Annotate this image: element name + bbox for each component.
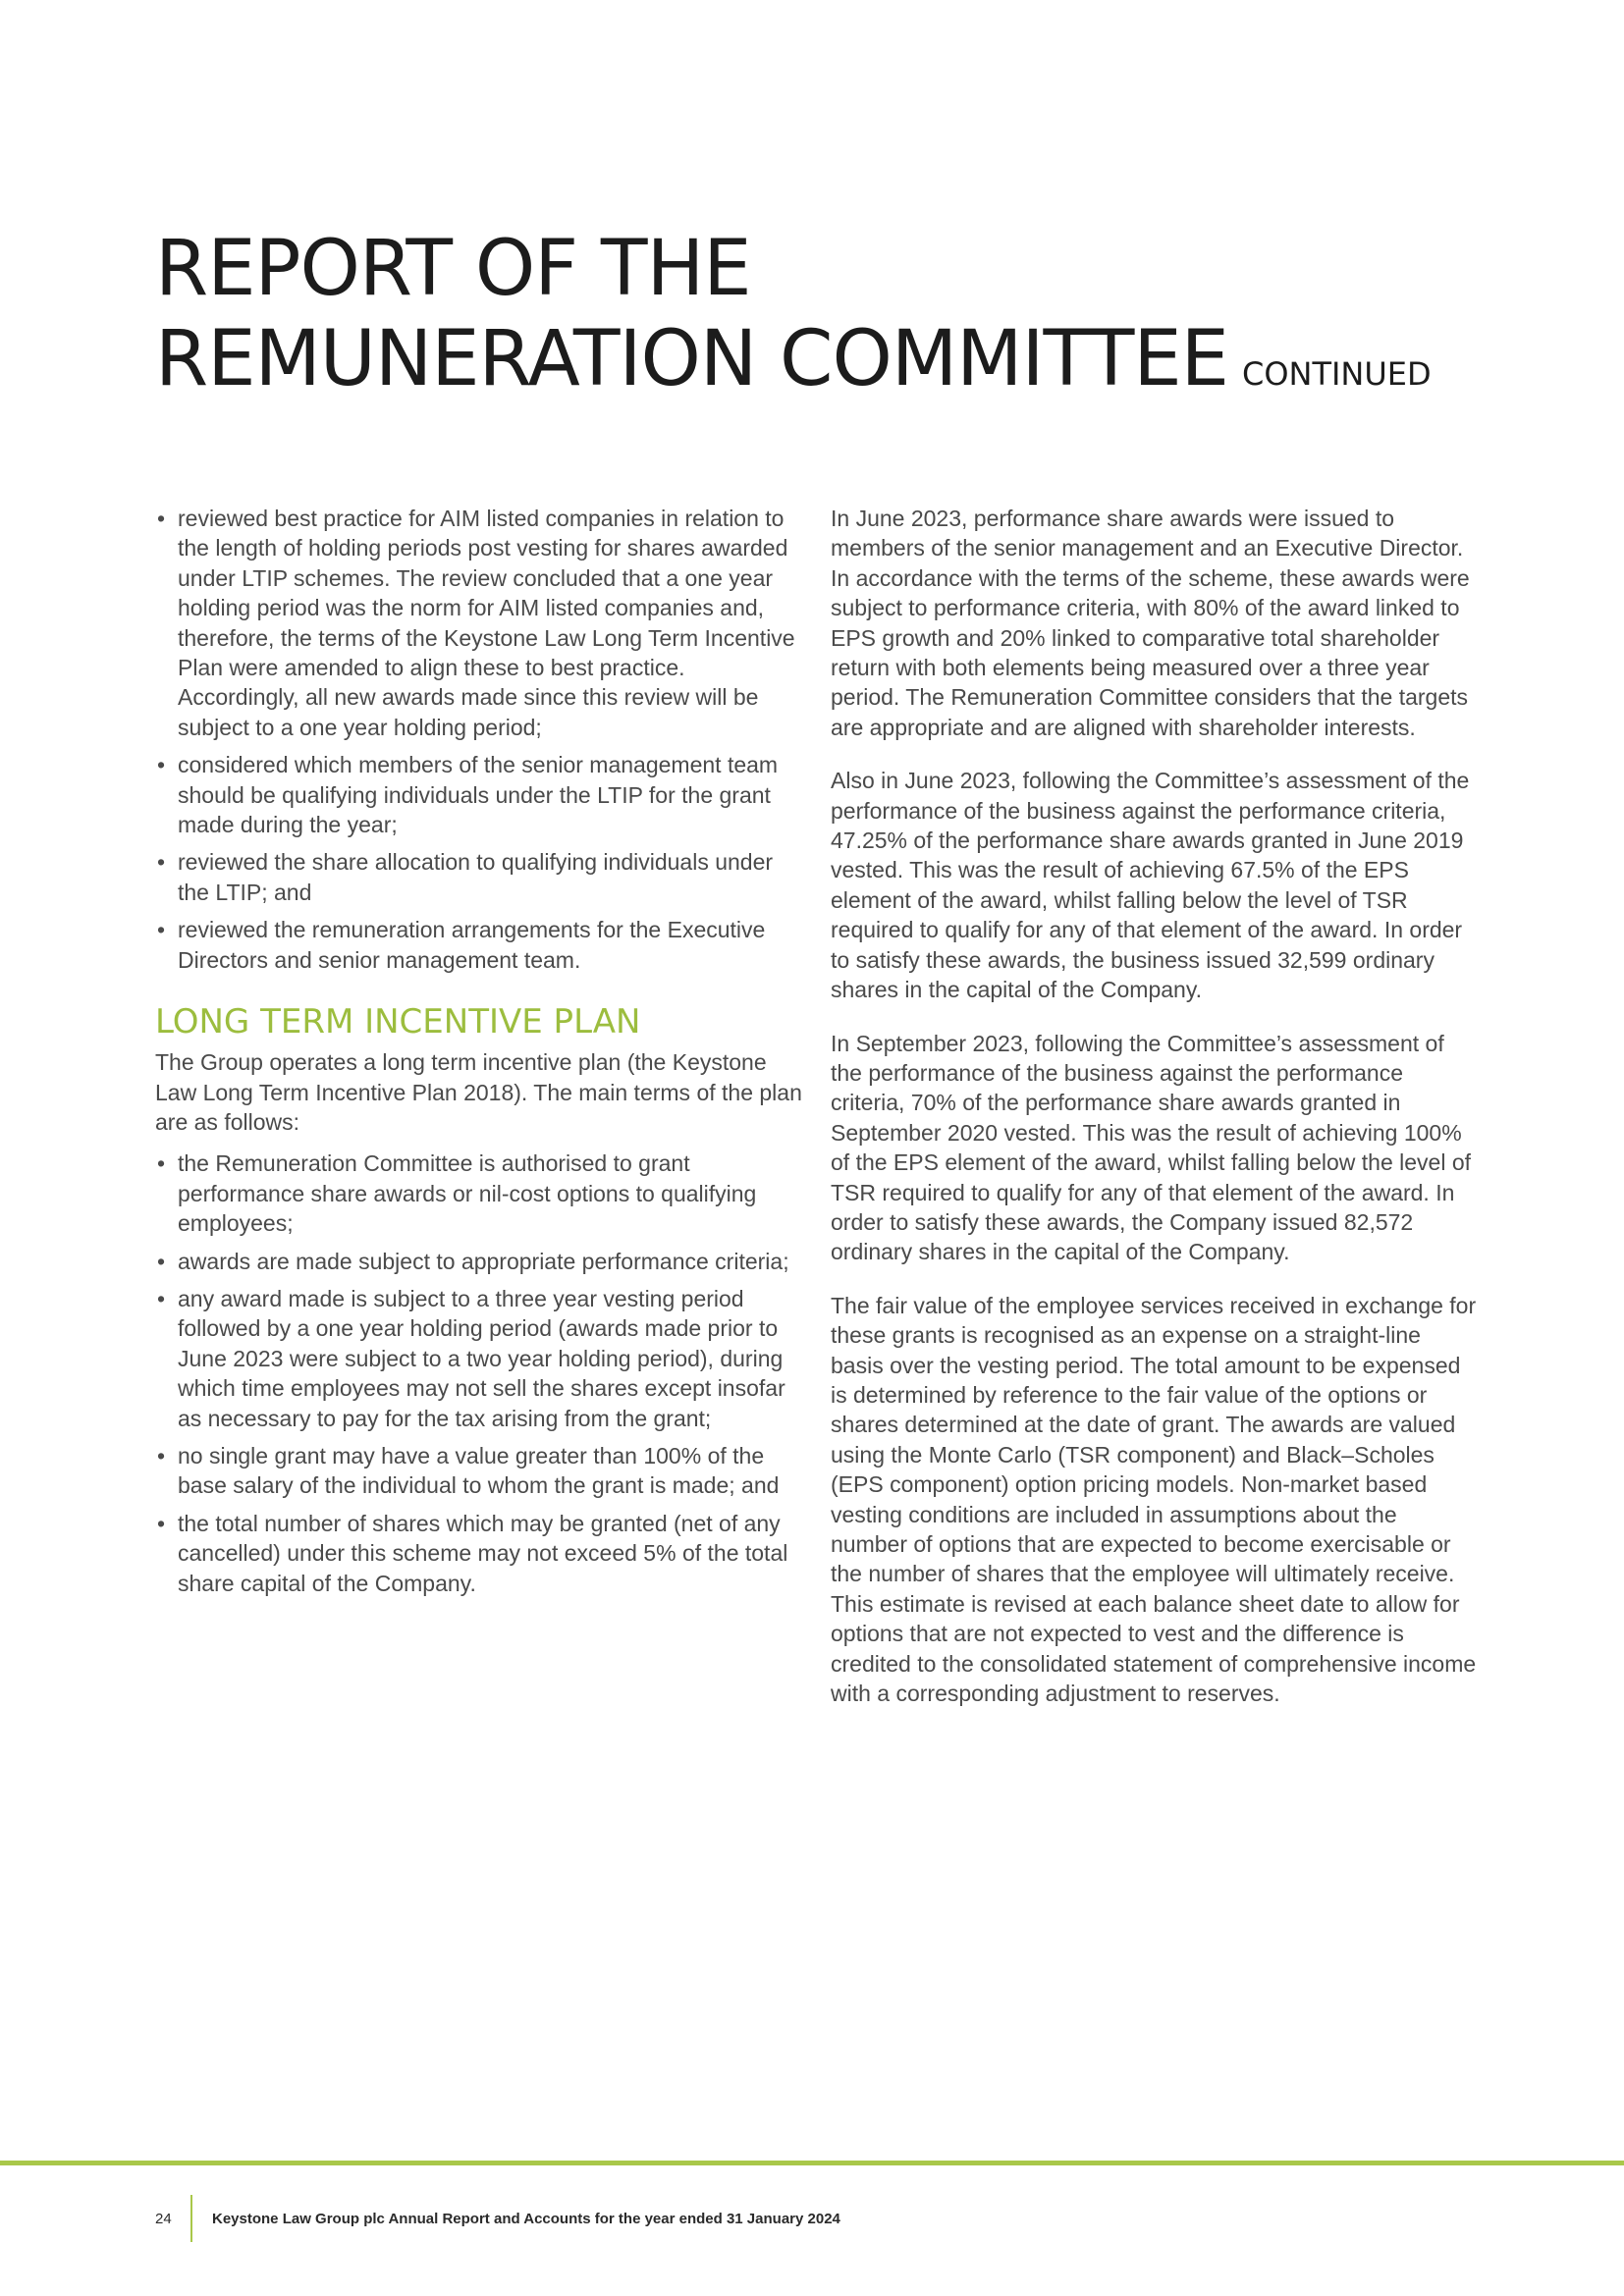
list-item-text: any award made is subject to a three year vesting period followed by a one year holding period (awards made prior to June 2023 were subject to a two year holding period), during which time employees may not sell the shares except insofar as necessary to pay for the tax arising from the grant; (178, 1285, 785, 1431)
list-item (155, 1441, 803, 1501)
section-heading-ltip: LONG TERM INCENTIVE PLAN (155, 1002, 641, 1042)
list-item-text: no single grant may have a value greater than 100% of the base salary of the individual to whom the grant is made; and (178, 1442, 780, 1499)
page-footer (155, 2199, 840, 2238)
bullet-icon: • (157, 1510, 166, 1536)
committee-activities-list (155, 504, 803, 975)
list-item (155, 847, 803, 907)
list-item (155, 915, 803, 975)
ltip-intro-paragraph: The Group operates a long term incentive plan (the Keystone Law Long Term Incentive Plan 2018). The main terms of the plan are as follows: (155, 1049, 802, 1135)
paragraph-fair-value: The fair value of the employee services received in exchange for these grants is recognised as an expense on a straight-line basis over the vesting period. The total amount to be expensed is determined by reference to the fair value of the options or shares determined at the date of grant. The awards are valued using the Monte Carlo (TSR component) and Black–Scholes (EPS component) option pricing models. Non-market based vesting conditions are included in assumptions about the number of options that are expected to become exercisable or the number of shares that the employee will ultimately receive. This estimate is revised at each balance sheet date to allow for options that are not expected to vest and the difference is credited to the consolidated statement of comprehensive income with a corresponding adjustment to reserves. (831, 1292, 1477, 1707)
list-item-text: reviewed the remuneration arrangements for the Executive Directors and senior management team. (178, 917, 766, 973)
ltip-terms-list (155, 1148, 803, 1598)
paragraph-june-vesting: Also in June 2023, following the Committee’s assessment of the performance of the business against the performance criteria, 47.25% of the performance share awards granted in June 2019 vested. This was the result of achieving 67.5% of the EPS element of the award, whilst falling below the level of TSR required to qualify for any of that element of the award. In order to satisfy these awards, the business issued 32,599 ordinary shares in the capital of the Company. (831, 768, 1470, 1003)
left-column (155, 504, 803, 1606)
list-item (155, 750, 803, 839)
title-continued-label: CONTINUED (1241, 355, 1432, 393)
bullet-icon: • (157, 1150, 166, 1177)
bullet-icon: • (157, 1248, 166, 1274)
footer-report-title: Keystone Law Group plc Annual Report and Accounts for the year ended 31 January 2024 (212, 2210, 840, 2227)
paragraph-june-awards: In June 2023, performance share awards were issued to members of the senior management and an Executive Director. In accordance with the terms of the scheme, these awards were subject to performance criteria, with 80% of the award linked to EPS growth and 20% linked to comparative total shareholder return with both elements being measured over a three year period. The Remuneration Committee considers that the targets are appropriate and are aligned with shareholder interests. (831, 506, 1470, 740)
bullet-icon: • (157, 1442, 166, 1468)
page-number: 24 (155, 2210, 172, 2227)
bullet-icon: • (157, 752, 166, 778)
bullet-icon: • (157, 917, 166, 943)
footer-vertical-divider (190, 2195, 192, 2242)
paragraph-september-vesting: In September 2023, following the Committee’s assessment of the performance of the business against the performance criteria, 70% of the performance share awards granted in September 2020 vested. This was the result of achieving 100% of the EPS element of the award, whilst falling below the level of TSR required to qualify for any of that element of the award. In order to satisfy these awards, the Company issued 82,572 ordinary shares in the capital of the Company. (831, 1030, 1472, 1265)
list-item-text: reviewed best practice for AIM listed companies in relation to the length of holding periods post vesting for shares awarded under LTIP schemes. The review concluded that a one year holding period was the norm for AIM listed companies and, therefore, the terms of the Keystone Law Long Term Incentive Plan were amended to align these to best practice. Accordingly, all new awards made since this review will be subject to a one year holding period; (178, 506, 795, 740)
list-item (155, 1148, 803, 1238)
list-item (155, 1509, 803, 1598)
list-item-text: the total number of shares which may be granted (net of any cancelled) under this scheme may not exceed 5% of the total share capital of the Company. (178, 1510, 788, 1596)
list-item-text: considered which members of the senior management team should be qualifying individuals under the LTIP for the grant made during the year; (178, 752, 779, 838)
page-title (155, 224, 1530, 419)
list-item (155, 1247, 803, 1276)
list-item (155, 1284, 803, 1433)
bullet-icon: • (157, 849, 166, 876)
page-title-line-2-text: REMUNERATION COMMITTEE (155, 315, 1228, 403)
list-item (155, 504, 803, 742)
page-title-line-2 (155, 314, 1530, 419)
page-title-line-1: REPORT OF THE (155, 225, 751, 313)
list-item-text: awards are made subject to appropriate performance criteria; (178, 1248, 789, 1274)
list-item-text: the Remuneration Committee is authorised to grant performance share awards or nil-cost options to qualifying employees; (178, 1150, 757, 1237)
list-item-text: reviewed the share allocation to qualifying individuals under the LTIP; and (178, 849, 774, 905)
right-column (831, 504, 1479, 1732)
footer-divider-rule (0, 2161, 1624, 2165)
bullet-icon: • (157, 506, 166, 531)
bullet-icon: • (157, 1285, 166, 1311)
